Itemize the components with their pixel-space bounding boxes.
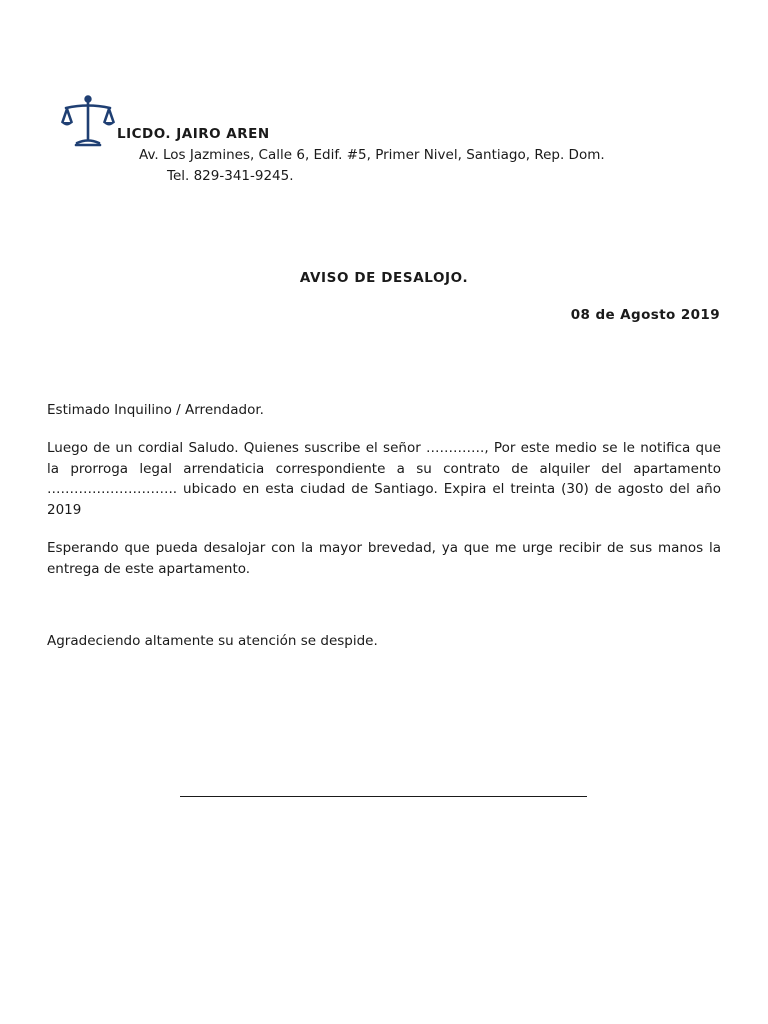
firm-phone: Tel. 829-341-9245. bbox=[167, 168, 294, 184]
scales-of-justice-icon bbox=[60, 94, 116, 150]
firm-name: LICDO. JAIRO AREN bbox=[117, 126, 270, 142]
greeting: Estimado Inquilino / Arrendador. bbox=[47, 402, 264, 418]
signature-line bbox=[180, 796, 587, 797]
closing-line: Agradeciendo altamente su atención se despide. bbox=[47, 633, 378, 649]
document-title: AVISO DE DESALOJO. bbox=[299, 270, 469, 286]
document-date: 08 de Agosto 2019 bbox=[570, 307, 720, 323]
firm-address: Av. Los Jazmines, Calle 6, Edif. #5, Primer Nivel, Santiago, Rep. Dom. bbox=[139, 147, 605, 163]
body-paragraph-request: Esperando que pueda desalojar con la mayor brevedad, ya que me urge recibir de sus manos la entrega de este apartamento. bbox=[47, 540, 721, 577]
body-paragraph-notice: Luego de un cordial Saludo. Quienes suscribe el señor …………., Por este medio se le notifica que la prorroga legal arrendaticia correspondiente a su contrato de alquiler del apartamento ……………………….. ubicado en esta ciudad de Santiago. Expira el treinta (30) de agosto del año 2019 bbox=[47, 440, 721, 518]
